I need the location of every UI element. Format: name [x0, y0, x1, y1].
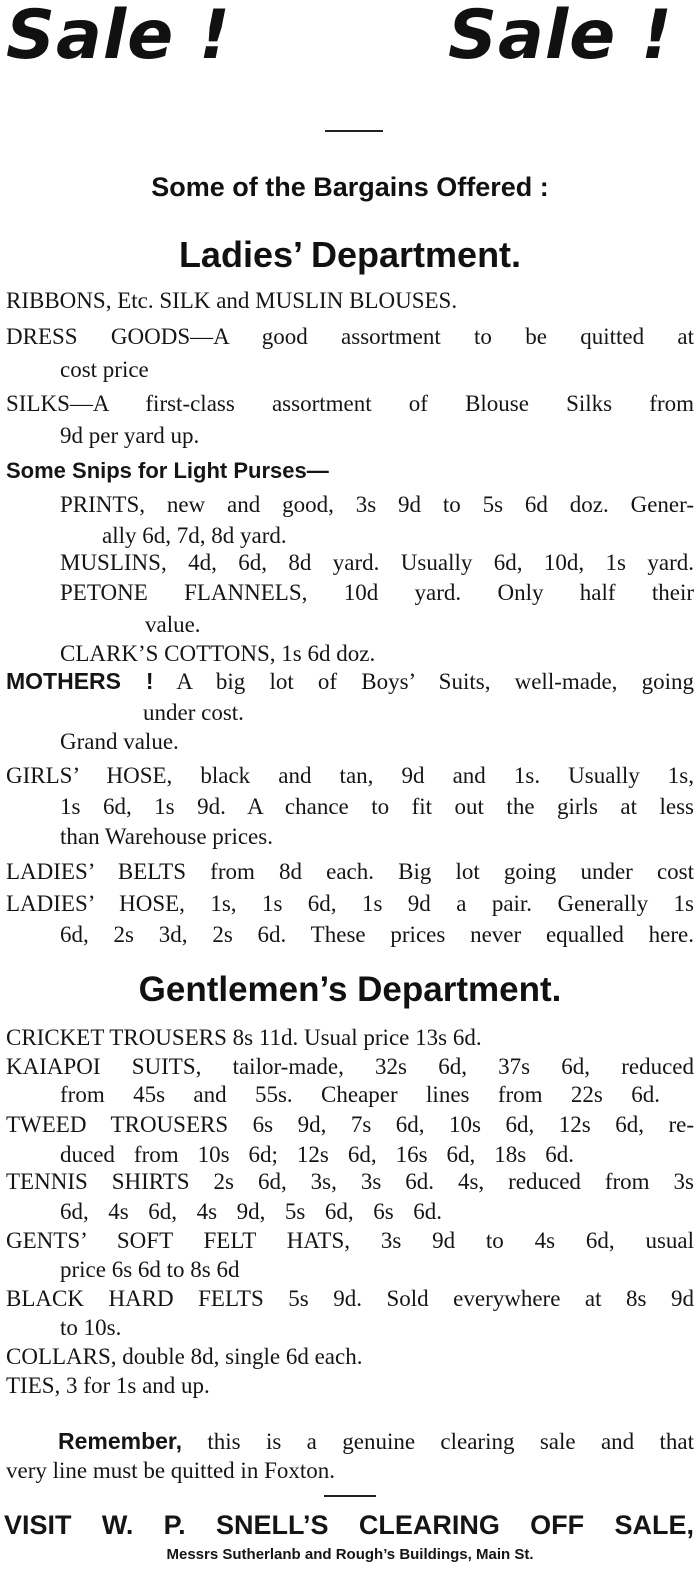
ribbons-line: RIBBONS, Etc. SILK and MUSLIN BLOUSES.: [6, 288, 458, 313]
collars-line: COLLARS, double 8d, single 6d each.: [6, 1344, 363, 1369]
remember-line-2: very line must be quitted in Foxton.: [6, 1458, 335, 1483]
petone-line-2: value.: [145, 612, 201, 637]
mothers-label: MOTHERS !: [6, 668, 154, 694]
sale-title-right: Sale !: [448, 0, 673, 75]
silks-line-2: 9d per yard up.: [60, 423, 200, 448]
ladies-belts-line: LADIES’ BELTS from 8d each. Big lot going under cost: [6, 859, 694, 884]
remember-line-1: [58, 1426, 694, 1457]
ladies-hose-line-2: 6d, 2s 3d, 2s 6d. These prices never equalled here.: [60, 922, 694, 947]
tennis-line-2: 6d, 4s 6d, 4s 9d, 5s 6d, 6s 6d.: [60, 1199, 442, 1224]
prints-line-1: PRINTS, new and good, 3s 9d to 5s 6d doz. Gener-: [60, 492, 694, 517]
cricket-trousers-line: CRICKET TROUSERS 8s 11d. Usual price 13s 6d.: [6, 1025, 482, 1050]
dress-goods-line-1: DRESS GOODS—A good assortment to be quitted at: [6, 324, 694, 349]
girls-hose-line-1: GIRLS’ HOSE, black and tan, 9d and 1s. Usually 1s,: [6, 763, 694, 788]
tennis-line-1: TENNIS SHIRTS 2s 6d, 3s, 3s 6d. 4s, reduced from 3s: [6, 1169, 694, 1194]
muslins-line: MUSLINS, 4d, 6d, 8d yard. Usually 6d, 10d, 1s yard.: [60, 550, 694, 575]
gentlemens-department-heading: Gentlemen’s Department.: [138, 970, 562, 1009]
kaiapoi-line-1: KAIAPOI SUITS, tailor-made, 32s 6d, 37s 6d, reduced: [6, 1054, 694, 1079]
top-divider: [325, 130, 383, 132]
bottom-divider: [324, 1495, 376, 1497]
silks-line-1: SILKS—A first-class assortment of Blouse Silks from: [6, 391, 694, 416]
kaiapoi-line-2: from 45s and 55s. Cheaper lines from 22s 6d.: [60, 1082, 660, 1107]
tweed-line-1: TWEED TROUSERS 6s 9d, 7s 6d, 10s 6d, 12s 6d, re-: [6, 1112, 694, 1137]
gents-hats-line-2: price 6s 6d to 8s 6d: [60, 1257, 240, 1282]
girls-hose-line-2: 1s 6d, 1s 9d. A chance to fit out the girls at less: [60, 794, 694, 819]
girls-hose-line-3: than Warehouse prices.: [60, 824, 273, 849]
black-felts-line-2: to 10s.: [60, 1315, 122, 1340]
mothers-text: A big lot of Boys’ Suits, well-made, going: [153, 669, 694, 694]
black-felts-line-1: BLACK HARD FELTS 5s 9d. Sold everywhere at 8s 9d: [6, 1286, 694, 1311]
clarks-line: CLARK’S COTTONS, 1s 6d doz.: [60, 641, 376, 666]
visit-footer: VISIT W. P. SNELL’S CLEARING OFF SALE,: [4, 1510, 694, 1540]
gents-hats-line-1: GENTS’ SOFT FELT HATS, 3s 9d to 4s 6d, usual: [6, 1228, 694, 1253]
tweed-line-2: duced from 10s 6d; 12s 6d, 16s 6d, 18s 6d.: [60, 1142, 574, 1167]
petone-line-1: PETONE FLANNELS, 10d yard. Only half their: [60, 580, 694, 605]
remember-label: Remember,: [58, 1428, 183, 1454]
sale-title-left: Sale !: [6, 0, 231, 75]
mothers-line-2: under cost.: [143, 700, 244, 725]
grand-value-line: Grand value.: [60, 729, 179, 754]
mothers-line-1: [6, 666, 694, 697]
prints-line-2: ally 6d, 7d, 8d yard.: [102, 523, 287, 548]
snips-subheading: Some Snips for Light Purses—: [6, 458, 329, 483]
ladies-department-heading: Ladies’ Department.: [178, 234, 522, 275]
ties-line: TIES, 3 for 1s and up.: [6, 1373, 210, 1398]
subtitle: Some of the Bargains Offered :: [151, 172, 549, 202]
ladies-hose-line-1: LADIES’ HOSE, 1s, 1s 6d, 1s 9d a pair. Generally 1s: [6, 891, 694, 916]
address-footer: Messrs Sutherlanb and Rough’s Buildings, Main St.: [166, 1546, 534, 1563]
remember-text: this is a genuine clearing sale and that: [182, 1429, 694, 1454]
dress-goods-line-2: cost price: [60, 357, 149, 382]
